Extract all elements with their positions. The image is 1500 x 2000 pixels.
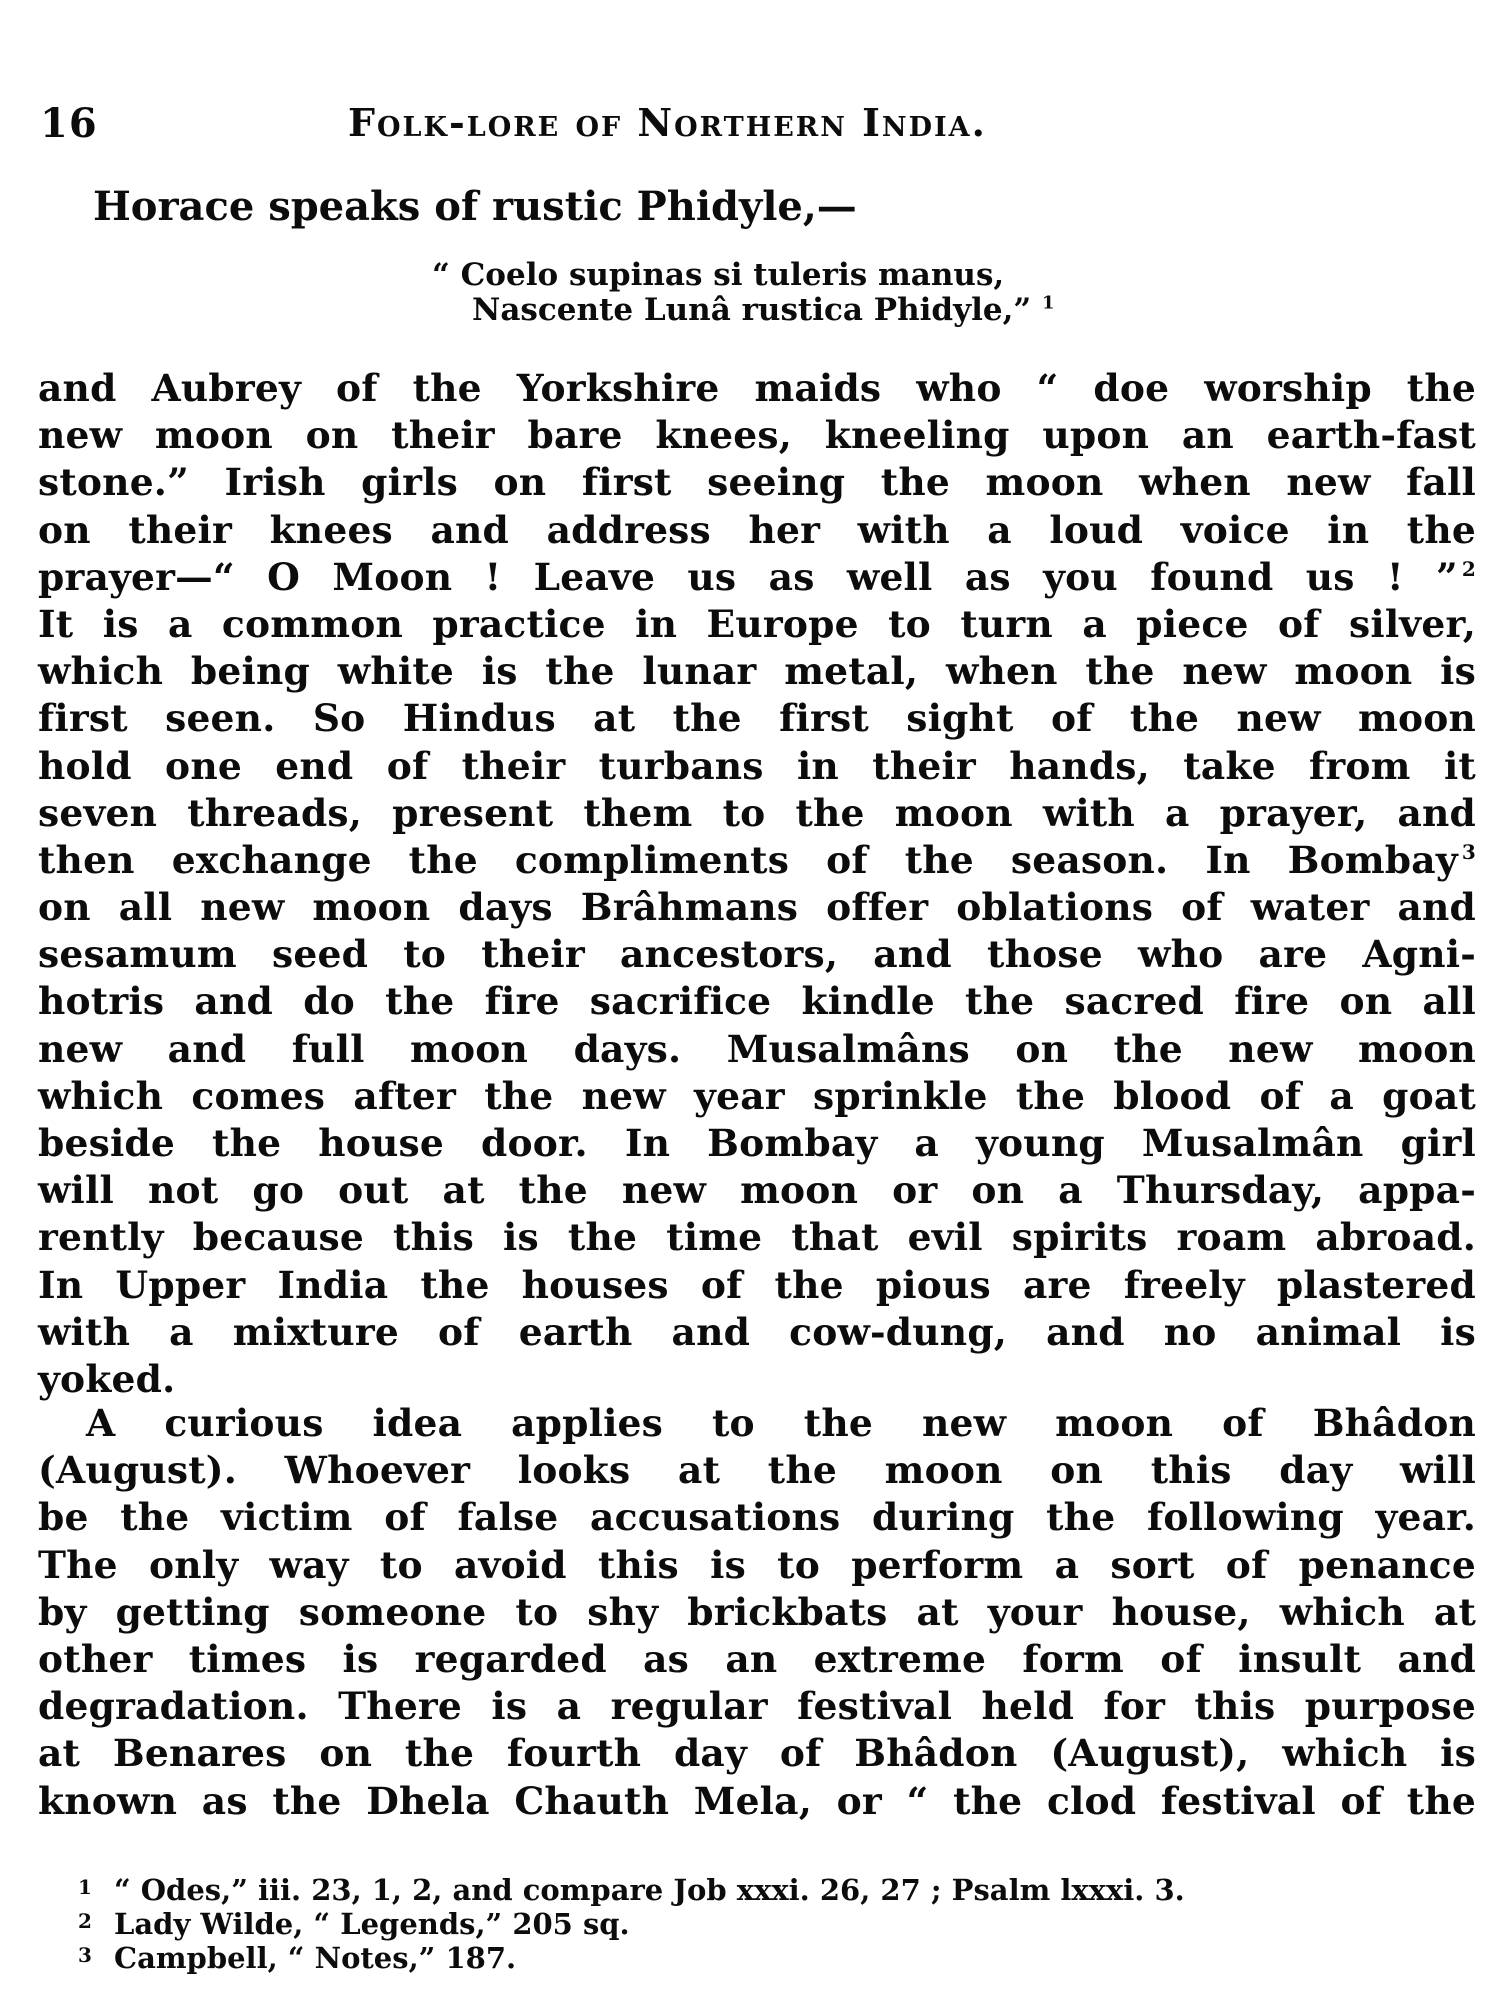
text-line: on all new moon days Brâhmans offer oblations of water and — [38, 885, 1476, 930]
text-line-content: prayer—“ O Moon ! Leave us as well as you found us ! ” — [38, 554, 1458, 599]
footnote-text: Lady Wilde, “ Legends,” 205 sq. — [114, 1907, 630, 1941]
running-head — [40, 100, 1460, 160]
footnote-number: 3 — [78, 1943, 92, 1967]
text-line: seven threads, present them to the moon with a prayer, and — [38, 790, 1476, 835]
text-line: new moon on their bare knees, kneeling upon an earth-fast — [38, 413, 1476, 458]
text-line: be the victim of false accusations during the following year. — [38, 1495, 1476, 1540]
text-line: The only way to avoid this is to perform a sort of penance — [38, 1542, 1476, 1587]
text-line: which comes after the new year sprinkle the blood of a goat — [38, 1073, 1476, 1118]
paragraph-2 — [38, 1400, 1476, 1825]
footnote-1 — [78, 1872, 1185, 1906]
footnote-3 — [78, 1940, 1185, 1974]
text-line: known as the Dhela Chauth Mela, or “ the clod festival of the — [38, 1778, 1476, 1823]
footnote-2 — [78, 1906, 1185, 1940]
text-line: hotris and do the fire sacrifice kindle the sacred fire on all — [38, 979, 1476, 1024]
text-line: yoked. — [38, 1356, 176, 1401]
text-line: with a mixture of earth and cow-dung, and no animal is — [38, 1309, 1476, 1354]
text-line: sesamum seed to their ancestors, and those who are Agni- — [38, 932, 1476, 977]
footnote-number: 2 — [78, 1909, 92, 1933]
text-line: In Upper India the houses of the pious are freely plastered — [38, 1262, 1476, 1307]
text-line: first seen. So Hindus at the first sight of the new moon — [38, 696, 1476, 741]
footnote-text: “ Odes,” iii. 23, 1, 2, and compare Job xxxi. 26, 27 ; Psalm lxxxi. 3. — [114, 1873, 1185, 1907]
verse-line-2 — [432, 293, 1055, 328]
page-number: 16 — [40, 100, 98, 147]
running-title: Folk-lore of Northern India. — [348, 100, 987, 145]
text-line: hold one end of their turbans in their hands, take from it — [38, 743, 1476, 788]
text-line: new and full moon days. Musalmâns on the new moon — [38, 1026, 1476, 1071]
text-line: will not go out at the new moon or on a Thursday, appa- — [38, 1168, 1476, 1213]
footnote-text: Campbell, “ Notes,” 187. — [114, 1941, 517, 1975]
paragraph-1 — [38, 365, 1476, 1403]
text-line: stone.” Irish girls on first seeing the moon when new fall — [38, 460, 1476, 505]
footnote-number: 1 — [78, 1875, 92, 1899]
text-line: at Benares on the fourth day of Bhâdon (August), which is — [38, 1731, 1476, 1776]
text-line: on their knees and address her with a loud voice in the — [38, 507, 1476, 552]
text-line: which being white is the lunar metal, when the new moon is — [38, 649, 1476, 694]
text-line: by getting someone to shy brickbats at your house, which at — [38, 1589, 1476, 1634]
intro-line: Horace speaks of rustic Phidyle,— — [93, 183, 857, 230]
footnotes — [78, 1872, 1185, 1974]
footnote-ref-2: 2 — [1461, 557, 1476, 582]
text-line-content: then exchange the compliments of the season. In Bombay — [38, 837, 1458, 882]
text-line: A curious idea applies to the new moon of Bhâdon — [86, 1401, 1476, 1445]
verse-line-2-text: Nascente Lunâ rustica Phidyle,” — [472, 292, 1032, 328]
text-line: other times is regarded as an extreme form of insult and — [38, 1636, 1476, 1681]
verse-quotation — [432, 258, 1055, 328]
footnote-ref-1: 1 — [1042, 292, 1055, 314]
text-line: degradation. There is a regular festival held for this purpose — [38, 1684, 1476, 1729]
text-line: and Aubrey of the Yorkshire maids who “ doe worship the — [38, 366, 1476, 410]
footnote-ref-3: 3 — [1461, 840, 1476, 865]
text-line: beside the house door. In Bombay a young Musalmân girl — [38, 1121, 1476, 1165]
text-line: (August). Whoever looks at the moon on this day will — [38, 1448, 1476, 1493]
text-line: rently because this is the time that evil spirits roam abroad. — [38, 1215, 1476, 1260]
text-line: It is a common practice in Europe to turn a piece of silver, — [38, 601, 1476, 646]
verse-line-1: “ Coelo supinas si tuleris manus, — [432, 257, 1005, 293]
text-line — [38, 554, 1476, 601]
text-line — [38, 837, 1476, 884]
